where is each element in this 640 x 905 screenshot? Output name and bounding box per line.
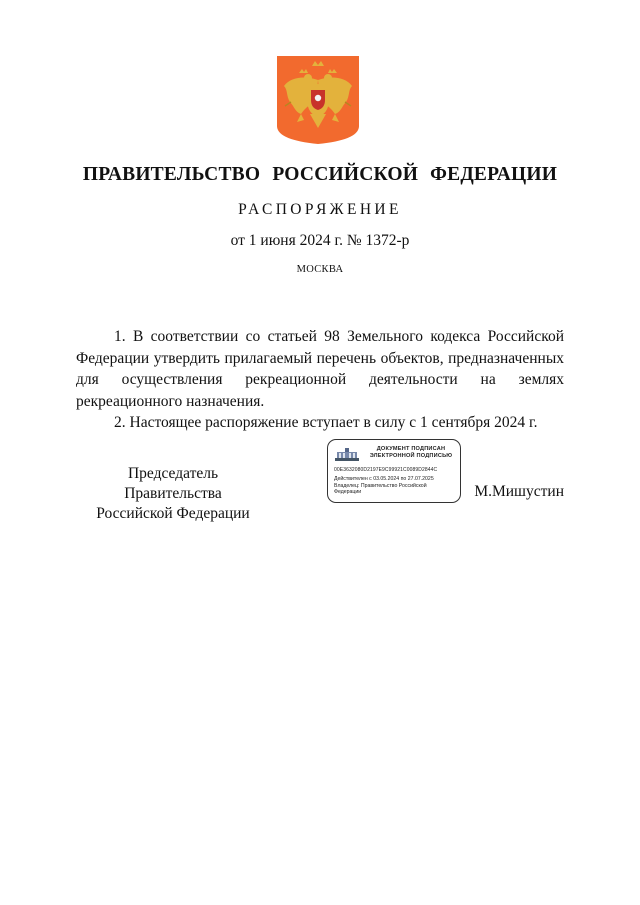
- certificate-serial: 00E3632080D2197E9C99921C0089D2844C: [334, 467, 438, 473]
- document-date-number: от 1 июня 2024 г. № 1372-р: [230, 232, 410, 249]
- stamp-title-line-1: ДОКУМЕНТ ПОДПИСАН: [376, 446, 446, 452]
- position-line-2: Российской Федерации: [96, 505, 250, 522]
- e-signature-stamp: [327, 439, 461, 503]
- document-city: МОСКВА: [296, 264, 344, 275]
- coat-of-arms-icon: [277, 56, 359, 144]
- stamp-title-line-2: ЭЛЕКТРОННОЙ ПОДПИСЬЮ: [369, 453, 453, 459]
- document-type: РАСПОРЯЖЕНИЕ: [238, 201, 402, 218]
- paragraph-2: 2. Настоящее распоряжение вступает в силу с 1 сентября 2024 г.: [114, 414, 538, 431]
- stamp-title: [364, 446, 458, 460]
- position-line-1: Председатель Правительства: [124, 465, 222, 502]
- paragraph-1: 1. В соответствии со статьей 98 Земельного кодекса Российской Федерации утвердить прилагаемый перечень объектов, предназначенных для осуществления рекреационной деятельности на землях рекреационного назначения.: [76, 328, 564, 410]
- document-body: [76, 326, 564, 434]
- certificate-owner: Владелец: Правительство Российской Федерации: [334, 483, 427, 496]
- organization-title: ПРАВИТЕЛЬСТВО РОССИЙСКОЙ ФЕДЕРАЦИИ: [82, 164, 558, 185]
- signatory-position: [78, 464, 268, 524]
- certificate-validity: Действителен с 03.05.2024 по 27.07.2025: [334, 476, 434, 482]
- signatory-name: М.Мишустин: [474, 483, 564, 500]
- government-building-icon: [335, 447, 359, 461]
